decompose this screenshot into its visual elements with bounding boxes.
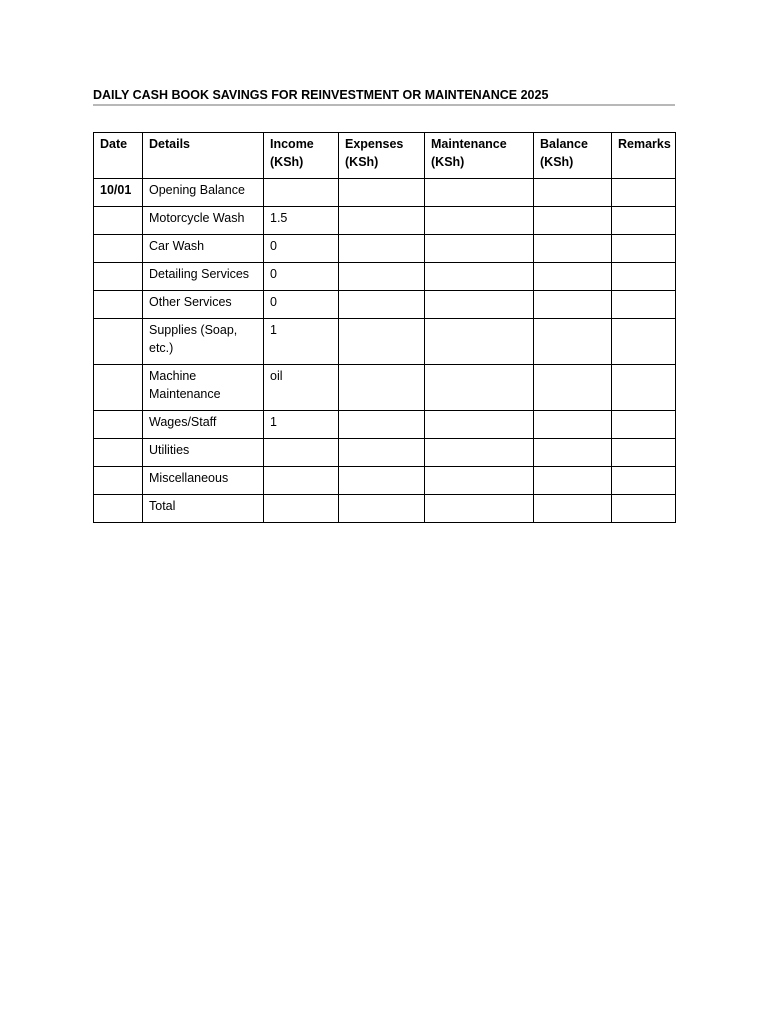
cell-remarks [612,411,676,439]
cell-balance [534,319,612,365]
column-header-unit: (KSh) [431,155,465,169]
cell-maintenance [425,467,534,495]
cell-maintenance [425,207,534,235]
table-row [94,467,676,495]
cell-income: 1.5 [264,207,339,235]
cell-date [94,411,143,439]
table-row [94,439,676,467]
cell-date [94,319,143,365]
cell-details: Supplies (Soap, etc.) [143,319,264,365]
cell-expenses [339,207,425,235]
cell-date [94,467,143,495]
cell-balance [534,365,612,411]
cell-remarks [612,207,676,235]
cell-expenses [339,319,425,365]
cell-expenses [339,291,425,319]
column-header-details [143,133,264,179]
cell-income: 1 [264,411,339,439]
cell-remarks [612,439,676,467]
cell-remarks [612,495,676,523]
cell-balance [534,235,612,263]
title-underline [93,104,675,106]
cell-details: Machine Maintenance [143,365,264,411]
column-header-unit: (KSh) [270,155,304,169]
cell-expenses [339,365,425,411]
cell-maintenance [425,439,534,467]
cell-balance [534,411,612,439]
column-header-label: Income [270,137,314,151]
column-header-label: Details [149,137,190,151]
column-header-label: Expenses [345,137,404,151]
cell-income: 1 [264,319,339,365]
cell-date: 10/01 [94,179,143,207]
cell-details: Car Wash [143,235,264,263]
cell-maintenance [425,319,534,365]
cell-details: Wages/Staff [143,411,264,439]
cell-date [94,291,143,319]
cash-book-table [93,132,676,523]
cell-income [264,467,339,495]
column-header-expenses [339,133,425,179]
cell-expenses [339,179,425,207]
table-row [94,291,676,319]
cell-maintenance [425,291,534,319]
cell-date [94,207,143,235]
table-row [94,263,676,291]
cell-income: oil [264,365,339,411]
table-row [94,319,676,365]
column-header-remarks [612,133,676,179]
cell-expenses [339,263,425,291]
cell-balance [534,207,612,235]
cell-income: 0 [264,235,339,263]
cell-details: Opening Balance [143,179,264,207]
cell-remarks [612,365,676,411]
cell-date [94,263,143,291]
cell-balance [534,495,612,523]
table-row [94,495,676,523]
cell-expenses [339,235,425,263]
column-header-unit: (KSh) [345,155,379,169]
cell-maintenance [425,263,534,291]
column-header-unit: (KSh) [540,155,574,169]
cell-details: Utilities [143,439,264,467]
cell-date [94,235,143,263]
column-header-label: Date [100,137,128,151]
table-row [94,235,676,263]
cell-remarks [612,263,676,291]
cell-balance [534,179,612,207]
column-header-label: Maintenance [431,137,507,151]
table-row [94,179,676,207]
cell-maintenance [425,179,534,207]
cell-details: Total [143,495,264,523]
cell-balance [534,467,612,495]
cell-balance [534,263,612,291]
column-header-maintenance [425,133,534,179]
cell-remarks [612,235,676,263]
cell-maintenance [425,235,534,263]
cell-maintenance [425,365,534,411]
cell-expenses [339,411,425,439]
document-title: DAILY CASH BOOK SAVINGS FOR REINVESTMENT OR MAINTENANCE 2025 [93,88,549,102]
column-header-label: Remarks [618,137,671,151]
cell-details: Other Services [143,291,264,319]
column-header-label: Balance [540,137,588,151]
cell-remarks [612,291,676,319]
cell-balance [534,291,612,319]
cell-details: Miscellaneous [143,467,264,495]
column-header-income [264,133,339,179]
table-header-row [94,133,676,179]
cell-date [94,495,143,523]
cell-maintenance [425,411,534,439]
cell-remarks [612,179,676,207]
cell-expenses [339,467,425,495]
cell-details: Motorcycle Wash [143,207,264,235]
cell-date [94,365,143,411]
table-row [94,365,676,411]
cell-details: Detailing Services [143,263,264,291]
cell-income: 0 [264,291,339,319]
cell-balance [534,439,612,467]
cell-expenses [339,439,425,467]
cell-income [264,179,339,207]
column-header-balance [534,133,612,179]
cell-income [264,439,339,467]
cell-maintenance [425,495,534,523]
cell-income: 0 [264,263,339,291]
column-header-date [94,133,143,179]
cell-date [94,439,143,467]
cell-remarks [612,467,676,495]
table-row [94,411,676,439]
cell-income [264,495,339,523]
cell-remarks [612,319,676,365]
cell-expenses [339,495,425,523]
table-row [94,207,676,235]
